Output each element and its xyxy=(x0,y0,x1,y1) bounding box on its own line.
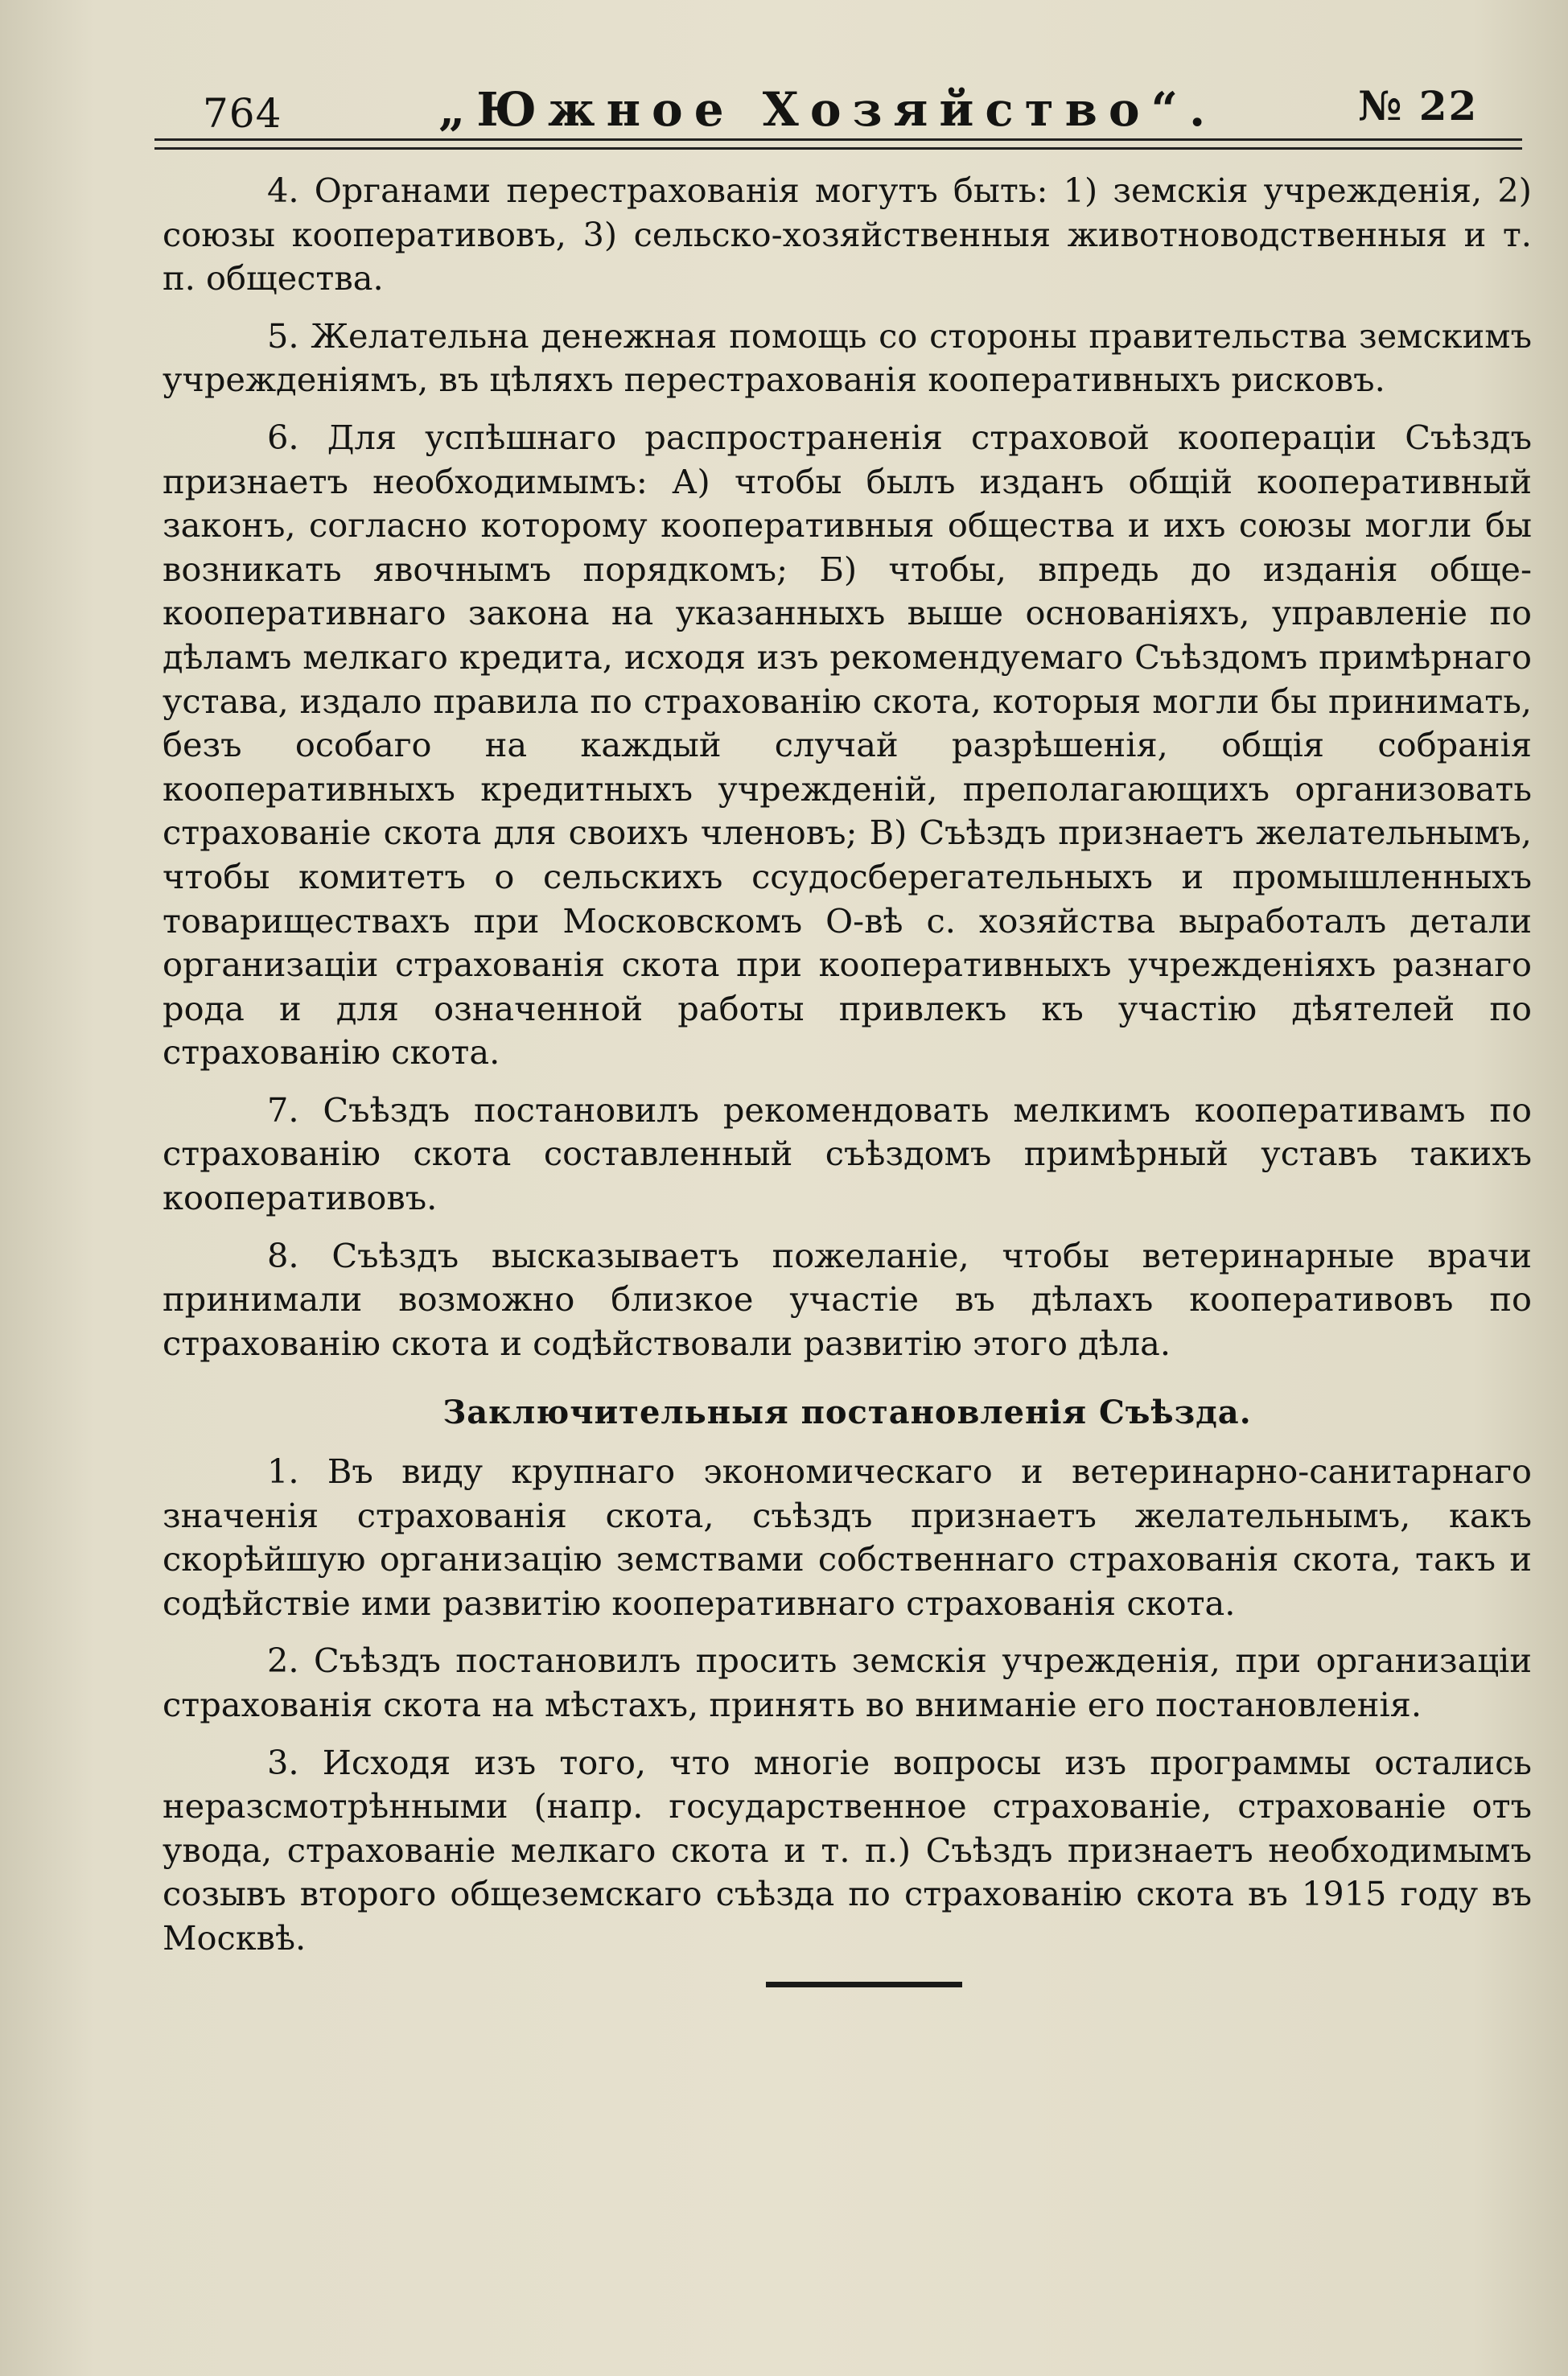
header-double-rule xyxy=(154,138,1522,150)
page-number: 764 xyxy=(203,90,282,137)
issue-number: № 22 xyxy=(1358,82,1479,130)
final-paragraph-3: 3. Исходя изъ того, что многіе вопросы изъ программы остались неразсмотрѣнными (напр. государственное страхованіе, страхованіе отъ увода, страхованіе мелкаго скота и т. п.) Съѣздъ признаетъ необходимымъ созывъ второго общеземскаго съѣзда по страхованію скота въ 1915 году въ Москвѣ. xyxy=(163,1742,1532,1958)
journal-title: „Южное Хозяйство“. xyxy=(438,82,1217,137)
paragraph-4: 4. Органами перестрахованія могутъ быть: 1) земскія учрежденія, 2) союзы кооперативовъ, 3) сельско-хозяйственныя животноводственныя и т. п. общества. xyxy=(163,171,1532,299)
final-paragraph-2: 2. Съѣздъ постановилъ просить земскія учрежденія, при организаціи страхованія скота на мѣстахъ, принять во вниманіе его постановленія. xyxy=(163,1641,1532,1724)
page-header xyxy=(161,74,1496,138)
paragraph-8: 8. Съѣздъ высказываетъ пожеланіе, чтобы ветеринарные врачи принимали возможно близкое участіе въ дѣлахъ кооперативовъ по страхованію скота и содѣйствовали развитію этого дѣла. xyxy=(163,1235,1532,1363)
paragraph-5: 5. Желательна денежная помощь со стороны правительства земскимъ учрежденіямъ, въ цѣляхъ перестрахованія кооперативныхъ рисковъ. xyxy=(163,315,1532,400)
paragraph-6: 6. Для успѣшнаго распространенія страховой коопераціи Съѣздъ признаетъ необходимымъ: А) чтобы былъ изданъ общій кооперативный законъ, согласно которому кооперативныя общества и ихъ союзы могли бы возникать явочнымъ порядкомъ; Б) чтобы, впредь до изданія обще-кооперативнаго закона на указанныхъ выше основаніяхъ, управленіе по дѣламъ мелкаго кредита, исходя изъ рекомендуемаго Съѣздомъ примѣрнаго устава, издало правила по страхованію скота, которыя могли бы принимать, безъ особаго на каждый случай разрѣшенія, общія собранія кооперативныхъ кредитныхъ учрежденій, преполагающихъ организовать страхованіе скота для своихъ членовъ; В) Съѣздъ признаетъ желательнымъ, чтобы комитетъ о сельскихъ ссудосберегательныхъ и промышленныхъ товариществахъ при Московскомъ О-вѣ с. хозяйства выработалъ детали организаціи страхованія скота при кооперативныхъ учрежденіяхъ разнаго рода и для означенной работы привлекъ къ участію дѣятелей по страхованію скота. xyxy=(163,417,1532,1073)
final-paragraph-1: 1. Въ виду крупнаго экономическаго и ветеринарно-санитарнаго значенія страхованія скота, съѣздъ признаетъ желательнымъ, какъ скорѣйшую организацію земствами собственнаго страхованія скота, такъ и содѣйствіе ими развитію кооперативнаго страхованія скота. xyxy=(163,1452,1532,1623)
paragraph-7: 7. Съѣздъ постановилъ рекомендовать мелкимъ кооперативамъ по страхованію скота составленный съѣздомъ примѣрный уставъ такихъ кооперативовъ. xyxy=(163,1089,1532,1218)
section-heading: Заключительныя постановленія Съѣзда. xyxy=(442,1394,1252,1432)
article-body xyxy=(163,169,1532,1975)
end-of-article-rule xyxy=(766,1982,962,1987)
